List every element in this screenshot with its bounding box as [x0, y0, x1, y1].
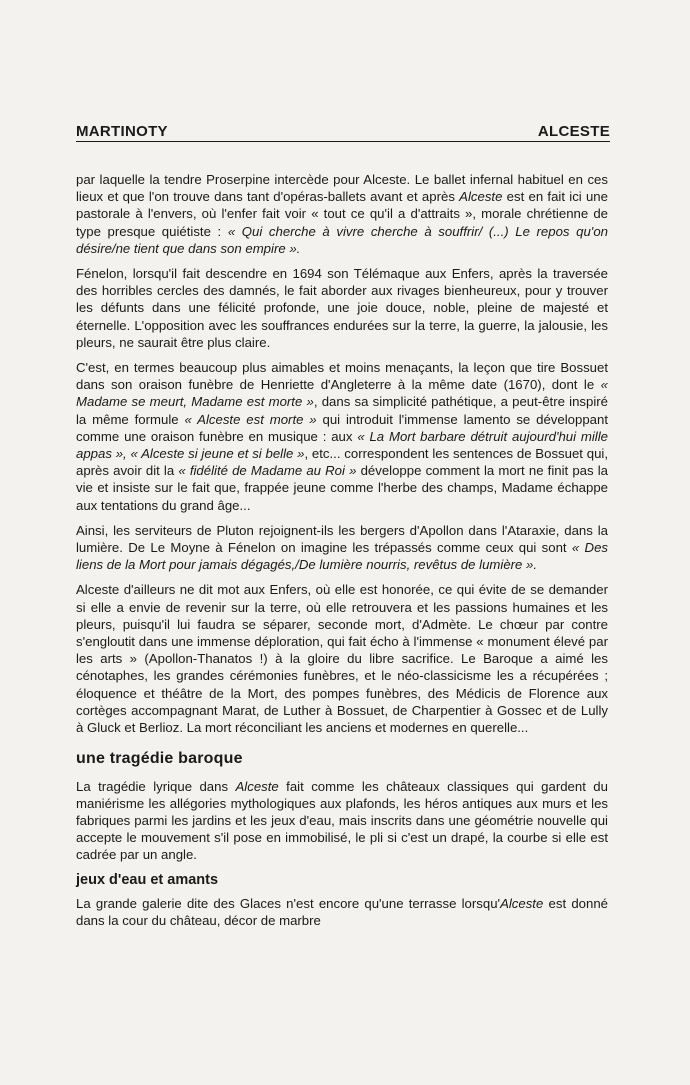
paragraph: [76, 171, 608, 257]
paragraph: [76, 522, 608, 574]
paragraph: [76, 778, 608, 864]
text-run: La tragédie lyrique dans: [76, 778, 236, 794]
header-rule: [76, 141, 610, 142]
italic-run: Alceste: [235, 778, 279, 794]
main-paragraphs: [76, 171, 608, 736]
section-paragraphs: [76, 778, 608, 864]
text-run: fait comme les châteaux classiques qui gardent du maniérisme les allégories mythologiques aux plafonds, les héros antiques aux murs et les fabriques parmi les jardins et les jeux d'eau, mais inscrits dans une géométrie nouvelle qui accepte le mouvement s'il pose en immobilisé, le pli si c'est un drapé, la courbe si elle est cadrée par un angle.: [76, 778, 608, 863]
italic-run: « Qui cherche à vivre cherche à souffrir/ (...) Le repos qu'on désire/ne tient que dans son empire ».: [76, 223, 608, 256]
text-run: par laquelle la tendre Proserpine intercède pour Alceste. Le ballet infernal habituel en ces lieux et que l'on trouve dans tant d'opéras-ballets avant et après: [76, 172, 608, 205]
paragraph: [76, 359, 608, 514]
text-run: est donné dans la cour du château, décor de marbre: [76, 895, 609, 928]
text-run: C'est, en termes beaucoup plus aimables et moins menaçants, la leçon que tire Bossuet dans son oraison funèbre de Henriette d'Angleterre à la même date (1670), dont le: [76, 360, 608, 393]
paragraph: [76, 895, 608, 929]
text-run: La grande galerie dite des Glaces n'est encore qu'une terrasse lorsqu': [76, 895, 501, 911]
italic-run: Alceste: [459, 189, 503, 205]
paragraph: [76, 581, 608, 736]
italic-run: « fidélité de Madame au Roi »: [178, 463, 357, 479]
header-author: MARTINOTY: [76, 123, 168, 140]
italic-run: « Alceste est morte »: [184, 411, 317, 427]
italic-run: Alceste: [500, 895, 544, 911]
text-run: Alceste d'ailleurs ne dit mot aux Enfers, où elle est honorée, ce qui évite de se demander si elle a envie de revenir sur la terre, où elle retrouvera et les passions humaines et les pleurs, puisqu'il lui faudra se séparer, seconde mort, d'Admète. Le chœur par contre s'engloutit dans une immense déploration, qui fait écho à l'immense « monument élevé par les arts » (Apollon-Thanatos !) à la gloire du libre sacrifice. Le Baroque a aimé les cénotaphes, les grandes cérémonies funèbres, et le néo-classicisme les a récupérées ; éloquence et théâtre de la Mort, des pompes funèbres, des Médicis de Florence aux cortèges accompagnant Marat, de Luther à Bossuet, de Charpentier à Gossec et de Lully à Gluck et Berlioz. La mort réconciliant les anciens et modernes en querelle...: [76, 582, 608, 736]
body-text: [76, 171, 608, 937]
italic-run: « La Mort barbare détruit aujourd'hui mille appas », « Alceste si jeune et si belle »: [76, 428, 609, 462]
text-run: est en fait ici une pastorale à l'envers, où l'enfer fait voir « tout ce qu'il a d'attraits », morale chrétienne de type presque quiétiste :: [76, 189, 608, 239]
text-run: Ainsi, les serviteurs de Pluton rejoignent-ils les bergers d'Apollon dans l'Ataraxie, dans la lumière. De Le Moyne à Fénelon on imagine les trépassés comme ceux qui sont: [76, 522, 608, 556]
running-header: [76, 120, 610, 140]
subsection-paragraphs: [76, 895, 608, 929]
text-run: , dans sa simplicité pathétique, a peut-être inspiré la même formule: [76, 394, 608, 427]
section-heading: une tragédie baroque: [76, 750, 243, 768]
text-run: développe comment la mort ne finit pas la vie et insiste sur le fait que, frappée jeune comme l'herbe des champs, Madame échappe aux tentations du grand âge...: [76, 463, 609, 513]
subsection-heading: jeux d'eau et amants: [76, 871, 219, 888]
text-run: qui introduit l'immense lamento se développant comme une oraison funèbre en musique : aux: [76, 411, 608, 444]
text-run: , etc... correspondent les sentences de Bossuet qui, après avoir dit la: [76, 446, 608, 479]
text-run: Fénelon, lorsqu'il fait descendre en 1694 son Télémaque aux Enfers, après la traversée des horribles cercles des damnés, le fait aborder aux rivages bienheureux, pour y trouver les défunts dans une félicité profonde, une joie douce, noble, pleine de majesté et éternelle. L'opposition avec les souffrances endurées sur la terre, la guerre, la jalousie, les pleurs, ne saurait être plus claire.: [76, 266, 608, 350]
italic-run: « Des liens de la Mort pour jamais dégagés,/De lumière nourris, revêtus de lumière ».: [76, 540, 609, 573]
italic-run: « Madame se meurt, Madame est morte »: [76, 377, 608, 410]
paragraph: [76, 265, 608, 351]
header-title: ALCESTE: [537, 123, 610, 140]
